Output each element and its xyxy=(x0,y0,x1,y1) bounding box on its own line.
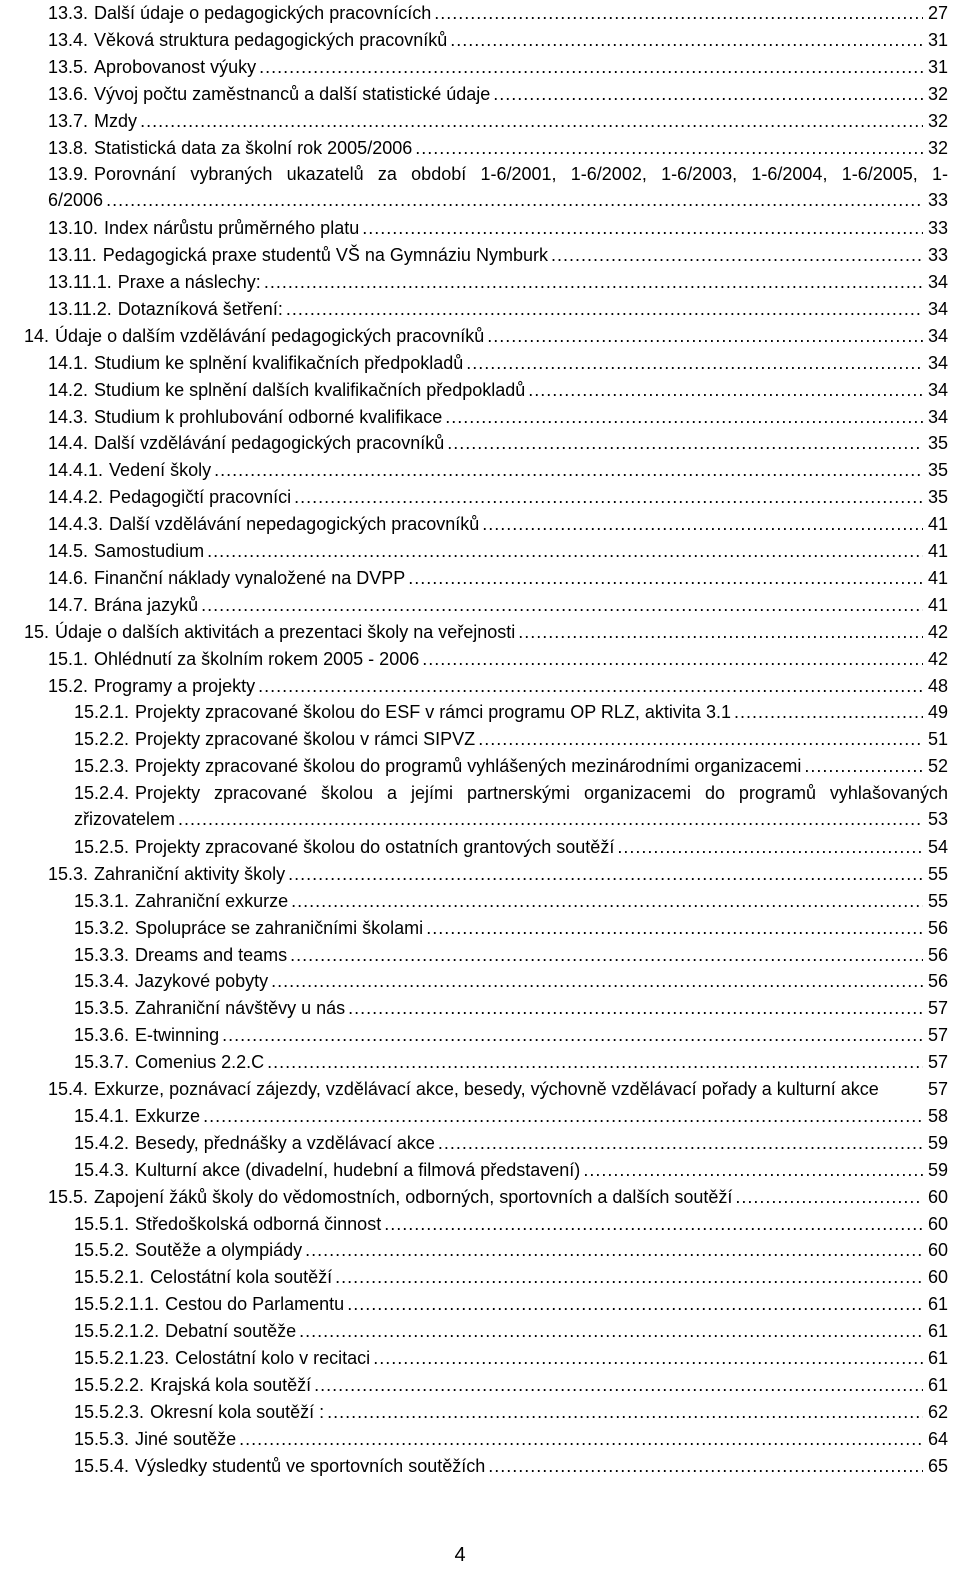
toc-entry-title: Další údaje o pedagogických pracovnících xyxy=(94,3,432,23)
toc-leader-dots xyxy=(258,673,923,699)
toc-entry-page: 65 xyxy=(927,1455,948,1476)
toc-entry-title: Cestou do Parlamentu xyxy=(165,1294,345,1315)
toc-entry-title: Finanční náklady vynaložené na DVPP xyxy=(94,567,406,588)
toc-entry-title: Index nárůstu průměrného platu xyxy=(104,218,360,239)
toc-entry-page: 31 xyxy=(927,56,948,77)
toc-leader-dots xyxy=(290,942,923,968)
toc-leader-dots xyxy=(422,646,923,672)
toc-leader-dots xyxy=(203,1103,923,1129)
toc-entry[interactable] xyxy=(74,1291,948,1317)
toc-entry-page: 60 xyxy=(927,1213,948,1234)
toc-leader-dots xyxy=(518,619,923,645)
toc-leader-dots xyxy=(222,1022,923,1048)
toc-entry-page: 61 xyxy=(927,1348,948,1368)
page-number: 4 xyxy=(454,1544,466,1566)
toc-entry-page: 60 xyxy=(927,1240,948,1261)
toc-entry-page: 41 xyxy=(927,594,948,615)
toc-entry-title: Celostátní kolo v recitaci xyxy=(175,1348,371,1368)
toc-entry-page: 35 xyxy=(927,433,948,454)
toc-entry-page: 54 xyxy=(927,836,948,857)
toc-entry[interactable] xyxy=(74,1237,948,1263)
toc-entry[interactable] xyxy=(74,699,948,725)
toc-entry[interactable] xyxy=(48,161,948,213)
toc-entry[interactable] xyxy=(48,1184,948,1210)
toc-entry-page: 57 xyxy=(927,1025,948,1046)
toc-leader-dots xyxy=(493,81,923,107)
toc-entry-page: 34 xyxy=(927,406,948,427)
toc-entry-title: Zahraniční návštěvy u nás xyxy=(135,998,346,1019)
toc-leader-dots xyxy=(478,726,923,752)
toc-entry-number: 15.5. xyxy=(48,1186,89,1207)
toc-entry[interactable] xyxy=(74,1103,948,1129)
toc-entry-number: 13.8. xyxy=(48,137,89,158)
toc-leader-dots xyxy=(528,377,923,403)
toc-entry[interactable] xyxy=(48,269,948,295)
toc-entry-page: 60 xyxy=(927,1186,948,1207)
toc-entry-number: 15.5.2.1. xyxy=(74,1267,145,1288)
toc-leader-dots xyxy=(583,1157,923,1183)
toc-entry-number: 14. xyxy=(24,325,50,346)
toc-leader-dots xyxy=(106,187,923,213)
toc-entry-page: 59 xyxy=(927,1132,948,1153)
toc-entry-title: Vývoj počtu zaměstnanců a další statistické údaje xyxy=(94,83,491,104)
toc-leader-dots xyxy=(207,538,923,564)
toc-leader-dots xyxy=(294,484,923,510)
toc-entry-page: 34 xyxy=(927,379,948,400)
toc-entry-title: Porovnání vybraných ukazatelů za období 1-6/2001, 1-6/2002, 1-6/2003, 1-6/2004, 1-6/2005, 1- xyxy=(94,164,948,185)
toc-leader-dots xyxy=(734,699,923,725)
toc-entry[interactable] xyxy=(74,1399,948,1425)
toc-entry-number: 13.4. xyxy=(48,29,89,50)
toc-entry[interactable] xyxy=(48,215,948,241)
toc-leader-dots xyxy=(466,350,923,376)
toc-entry-number: 15.5.3. xyxy=(74,1428,130,1449)
toc-entry-first-line xyxy=(48,161,948,187)
toc-entry-page: 59 xyxy=(927,1159,948,1180)
toc-entry-number: 14.4. xyxy=(48,433,89,454)
toc-entry-number: 15.3.5. xyxy=(74,998,130,1019)
toc-entry[interactable] xyxy=(48,377,948,403)
toc-leader-dots xyxy=(288,861,923,887)
toc-leader-dots xyxy=(445,404,923,430)
toc-leader-dots xyxy=(482,511,923,537)
toc-entry[interactable] xyxy=(74,780,948,832)
toc-entry-number: 15.2. xyxy=(48,675,89,696)
toc-entry[interactable] xyxy=(74,1453,948,1479)
toc-leader-dots xyxy=(291,888,923,914)
toc-entry[interactable] xyxy=(48,457,948,483)
toc-leader-dots xyxy=(488,1453,923,1479)
toc-leader-dots xyxy=(438,1130,923,1156)
toc-entry-number: 14.6. xyxy=(48,567,89,588)
toc-leader-dots xyxy=(335,1264,923,1290)
toc-entry-page: 51 xyxy=(927,729,948,750)
toc-entry-title: Výsledky studentů ve sportovních soutěžích xyxy=(135,1455,486,1476)
toc-entry-page: 32 xyxy=(927,110,948,131)
toc-entry-number: 15.2.5. xyxy=(74,836,130,857)
toc-entry-number: 15.3.2. xyxy=(74,917,130,938)
toc-entry-title: Projekty zpracované školou v rámci SIPVZ xyxy=(135,729,476,750)
toc-entry[interactable] xyxy=(74,1211,948,1237)
toc-leader-dots xyxy=(271,968,923,994)
toc-entry-title: Kulturní akce (divadelní, hudební a filmová představení) xyxy=(135,1159,581,1180)
toc-entry-number: 15.3.3. xyxy=(74,944,130,965)
toc-entry-title: Další vzdělávání nepedagogických pracovníků xyxy=(109,514,480,535)
toc-entry[interactable] xyxy=(74,1157,948,1183)
toc-entry[interactable] xyxy=(48,565,948,591)
toc-entry-title: Exkurze xyxy=(135,1105,201,1126)
toc-entry-page: 61 xyxy=(927,1294,948,1315)
toc-entry-title: Věková struktura pedagogických pracovníků xyxy=(94,29,448,50)
toc-entry[interactable] xyxy=(74,1318,948,1344)
toc-entry-page: 55 xyxy=(927,890,948,911)
toc-leader-dots xyxy=(264,269,923,295)
toc-entry[interactable] xyxy=(48,135,948,161)
toc-entry-number: 15.4. xyxy=(48,1079,89,1099)
toc-leader-dots xyxy=(415,135,923,161)
toc-entry-number: 14.4.2. xyxy=(48,487,104,508)
toc-entry-page: 35 xyxy=(927,487,948,508)
toc-entry-title: Dotazníková šetření: xyxy=(117,298,283,319)
toc-leader-dots xyxy=(373,1345,923,1371)
toc-entry[interactable] xyxy=(48,108,948,134)
toc-leader-dots xyxy=(214,457,923,483)
toc-entry-page: 34 xyxy=(927,272,948,292)
toc-leader-dots xyxy=(426,915,923,941)
toc-entry-title: Údaje o dalších aktivitách a prezentaci školy na veřejnosti xyxy=(55,621,516,642)
toc-entry-title: Zahraniční aktivity školy xyxy=(94,863,286,884)
toc-entry-title: Programy a projekty xyxy=(94,675,256,696)
toc-entry[interactable] xyxy=(74,726,948,752)
toc-entry[interactable] xyxy=(48,54,948,80)
toc-entry-number: 15.1. xyxy=(48,648,89,669)
toc-leader-dots xyxy=(347,1291,923,1317)
toc-entry-title: Ohlédnutí za školním rokem 2005 - 2006 xyxy=(94,648,420,669)
toc-entry-title: Další vzdělávání pedagogických pracovníků xyxy=(94,433,445,454)
toc-entry-number: 15.3.1. xyxy=(74,890,130,911)
toc-entry-number: 15.3.4. xyxy=(74,971,130,992)
toc-entry-page: 62 xyxy=(927,1401,948,1422)
toc-entry-title: Okresní kola soutěží : xyxy=(150,1401,325,1422)
toc-entry-number: 15.2.2. xyxy=(74,729,130,750)
toc-entry-number: 15.5.2.3. xyxy=(74,1401,145,1422)
toc-entry-title: Aprobovanost výuky xyxy=(94,56,257,77)
toc-entry-title: Projekty zpracované školou a jejími partnerskými organizacemi do programů vyhlašovaných xyxy=(135,783,948,804)
toc-entry-page: 64 xyxy=(927,1428,948,1449)
toc-entry[interactable] xyxy=(74,942,948,968)
toc-entry-page: 34 xyxy=(927,325,948,346)
toc-entry[interactable] xyxy=(74,1426,948,1452)
toc-entry-page: 57 xyxy=(927,1079,948,1099)
toc-entry-first-line xyxy=(74,780,948,806)
toc-entry-number: 15. xyxy=(24,621,50,642)
toc-entry-number: 15.2.3. xyxy=(74,756,130,777)
toc-entry-title: Studium ke splnění kvalifikačních předpokladů xyxy=(94,352,464,373)
toc-entry-number: 14.4.1. xyxy=(48,460,104,481)
toc-entry[interactable] xyxy=(48,242,948,268)
toc-entry-title: Středoškolská odborná činnost xyxy=(135,1213,382,1234)
toc-entry[interactable] xyxy=(74,753,948,779)
toc-entry-number: 15.5.1. xyxy=(74,1213,130,1234)
toc-entry-page: 33 xyxy=(927,245,948,266)
toc-entry-title: Jiné soutěže xyxy=(135,1428,237,1449)
toc-leader-dots xyxy=(384,1211,923,1237)
toc-entry-page: 60 xyxy=(927,1267,948,1288)
toc-entry-page: 58 xyxy=(927,1105,948,1126)
toc-entry[interactable] xyxy=(48,430,948,456)
toc-entry-title: Projekty zpracované školou do ostatních grantových soutěží xyxy=(135,836,615,857)
toc-leader-dots xyxy=(551,242,923,268)
toc-entry-title: Comenius 2.2.C xyxy=(135,1052,265,1073)
toc-entry-title: Dreams and teams xyxy=(135,944,288,965)
toc-entry-page: 41 xyxy=(927,514,948,535)
toc-entry-number: 15.5.2.1.2. xyxy=(74,1321,160,1342)
toc-entry-title: Samostudium xyxy=(94,541,205,561)
toc-entry[interactable] xyxy=(74,834,948,860)
toc-entry[interactable] xyxy=(74,995,948,1021)
toc-leader-dots xyxy=(447,430,923,456)
toc-entry[interactable] xyxy=(48,646,948,672)
toc-leader-dots xyxy=(408,565,923,591)
toc-entry-page: 56 xyxy=(927,944,948,965)
toc-entry-number: 13.11. xyxy=(48,245,97,266)
toc-entry-title-continued: zřizovatelem xyxy=(74,809,176,830)
toc-entry[interactable] xyxy=(48,81,948,107)
toc-leader-dots xyxy=(450,27,923,53)
toc-entry-page: 31 xyxy=(927,29,948,50)
toc-entry-number: 15.3.6. xyxy=(74,1025,130,1046)
toc-entry-page: 42 xyxy=(927,648,948,669)
toc-entry-title: E-twinning xyxy=(135,1025,220,1046)
toc-entry[interactable] xyxy=(48,538,948,564)
toc-entry-number: 13.7. xyxy=(48,110,89,131)
toc-entry-title: Exkurze, poznávací zájezdy, vzdělávací akce, besedy, výchovně vzdělávací pořady a kulturní akce xyxy=(94,1079,879,1099)
toc-leader-dots xyxy=(299,1318,923,1344)
toc-entry-title: Mzdy xyxy=(94,110,138,131)
toc-entry[interactable] xyxy=(48,404,948,430)
toc-leader-dots xyxy=(617,834,923,860)
toc-entry-title-continued: 6/2006 xyxy=(48,190,104,211)
toc-entry-number: 15.2.1. xyxy=(74,702,130,723)
toc-entry-number: 15.3. xyxy=(48,863,89,884)
toc-entry-title: Jazykové pobyty xyxy=(135,971,269,992)
toc-entry-page: 34 xyxy=(927,352,948,373)
toc-entry-number: 13.6. xyxy=(48,83,89,104)
toc-entry-title: Spolupráce se zahraničními školami xyxy=(135,917,424,938)
toc-leader-dots xyxy=(348,995,923,1021)
toc-entry[interactable] xyxy=(48,592,948,618)
toc-leader-dots xyxy=(178,806,923,832)
toc-leader-dots xyxy=(487,323,923,349)
toc-entry[interactable] xyxy=(48,1076,948,1102)
toc-entry-number: 14.7. xyxy=(48,594,89,615)
toc-leader-dots xyxy=(434,0,923,26)
toc-entry-number: 13.11.2. xyxy=(48,298,112,319)
toc-entry-number: 14.4.3. xyxy=(48,514,104,535)
toc-leader-dots xyxy=(259,54,923,80)
toc-entry-title: Projekty zpracované školou do programů vyhlášených mezinárodními organizacemi xyxy=(135,756,802,777)
toc-entry-page: 61 xyxy=(927,1374,948,1395)
toc-leader-dots xyxy=(286,296,923,322)
toc-leader-dots xyxy=(305,1237,923,1263)
toc-entry-page: 52 xyxy=(927,756,948,777)
toc-entry-number: 14.1. xyxy=(48,352,89,373)
toc-leader-dots xyxy=(735,1184,923,1210)
toc-leader-dots xyxy=(327,1399,923,1425)
toc-entry-page: 32 xyxy=(927,83,948,104)
toc-entry[interactable] xyxy=(74,888,948,914)
toc-entry[interactable] xyxy=(74,1049,948,1075)
toc-entry-page: 41 xyxy=(927,567,948,588)
toc-entry-number: 15.3.7. xyxy=(74,1052,130,1073)
toc-entry-title: Krajská kola soutěží xyxy=(150,1374,312,1395)
toc-entry-second-line xyxy=(74,806,948,832)
toc-entry-page: 56 xyxy=(927,971,948,992)
toc-entry-number: 14.2. xyxy=(48,379,89,400)
toc-entry-second-line xyxy=(48,187,948,213)
toc-entry-page: 49 xyxy=(927,702,948,723)
toc-entry-number: 14.3. xyxy=(48,406,89,427)
toc-entry-page: 35 xyxy=(927,460,948,481)
toc-entry[interactable] xyxy=(74,1022,948,1048)
toc-entry-number: 15.5.2. xyxy=(74,1240,130,1261)
toc-entry[interactable] xyxy=(74,1264,948,1290)
toc-entry-title: Studium k prohlubování odborné kvalifikace xyxy=(94,406,443,427)
toc-entry[interactable] xyxy=(48,861,948,887)
toc-entry-title: Celostátní kola soutěží xyxy=(150,1267,333,1288)
toc-leader-dots xyxy=(314,1372,923,1398)
toc-entry-page: 56 xyxy=(927,917,948,938)
toc-leader-dots xyxy=(804,753,923,779)
toc-entry[interactable] xyxy=(48,27,948,53)
toc-entry-page: 34 xyxy=(927,298,948,319)
toc-entry-page: 33 xyxy=(927,218,948,239)
toc-entry-number: 15.5.2.2. xyxy=(74,1374,145,1395)
toc-entry-number: 15.4.2. xyxy=(74,1132,130,1153)
toc-entry[interactable] xyxy=(24,323,948,349)
toc-entry-page: 55 xyxy=(927,863,948,884)
toc-entry-number: 15.5.4. xyxy=(74,1455,130,1476)
toc-entry-title: Besedy, přednášky a vzdělávací akce xyxy=(135,1132,435,1153)
toc-entry[interactable] xyxy=(48,296,948,322)
toc-entry-page: 53 xyxy=(927,809,948,830)
toc-entry-title: Pedagogická praxe studentů VŠ na Gymnáziu Nymburk xyxy=(102,245,548,266)
toc-entry-title: Statistická data za školní rok 2005/2006 xyxy=(94,137,413,158)
toc-entry-page: 42 xyxy=(927,621,948,642)
toc-entry[interactable] xyxy=(48,673,948,699)
toc-entry-page: 57 xyxy=(927,998,948,1019)
toc-entry-number: 13.5. xyxy=(48,56,89,77)
toc-entry-page: 27 xyxy=(927,3,948,23)
toc-entry[interactable] xyxy=(24,619,948,645)
toc-entry[interactable] xyxy=(74,1130,948,1156)
toc-entry-title: Pedagogičtí pracovníci xyxy=(109,487,292,508)
toc-entry-page: 57 xyxy=(927,1052,948,1073)
toc-leader-dots xyxy=(239,1426,923,1452)
toc-leader-dots xyxy=(362,215,923,241)
toc-entry-number: 15.5.2.1.1. xyxy=(74,1294,160,1315)
toc-leader-dots xyxy=(201,592,923,618)
toc-entry-page: 32 xyxy=(927,137,948,158)
toc-entry-title: Vedení školy xyxy=(109,460,212,481)
toc-entry-number: 15.5.2.1.23. xyxy=(74,1348,170,1368)
toc-entry-title: Zahraniční exkurze xyxy=(135,890,289,911)
toc-entry[interactable] xyxy=(48,350,948,376)
toc-entry-number: 14.5. xyxy=(48,541,89,561)
toc-entry[interactable] xyxy=(48,484,948,510)
toc-entry[interactable] xyxy=(74,1345,948,1371)
toc-entry-title: Studium ke splnění dalších kvalifikačních předpokladů xyxy=(94,379,526,400)
toc-entry-page: 61 xyxy=(927,1321,948,1342)
toc-entry-page: 48 xyxy=(927,675,948,696)
toc-entry[interactable] xyxy=(74,968,948,994)
toc-entry-number: 15.2.4. xyxy=(74,783,130,804)
toc-entry-title: Praxe a náslechy: xyxy=(117,272,261,292)
toc-entry[interactable] xyxy=(74,915,948,941)
toc-entry-number: 13.10. xyxy=(48,218,99,239)
toc-entry[interactable] xyxy=(48,511,948,537)
toc-entry-number: 13.9. xyxy=(48,164,89,185)
toc-entry-number: 15.4.3. xyxy=(74,1159,130,1180)
toc-entry-title: Soutěže a olympiády xyxy=(135,1240,303,1261)
toc-entry-title: Zapojení žáků školy do vědomostních, odborných, sportovních a dalších soutěží xyxy=(94,1186,733,1207)
toc-leader-dots xyxy=(140,108,923,134)
toc-entry-title: Projekty zpracované školou do ESF v rámci programu OP RLZ, aktivita 3.1 xyxy=(135,702,731,723)
toc-entry[interactable] xyxy=(48,0,948,26)
toc-entry-title: Debatní soutěže xyxy=(165,1321,297,1342)
toc-entry-page: 41 xyxy=(927,541,948,561)
toc-entry-title: Údaje o dalším vzdělávání pedagogických pracovníků xyxy=(55,325,485,346)
toc-leader-dots xyxy=(267,1049,923,1075)
toc-entry-page: 33 xyxy=(927,190,948,211)
toc-entry-number: 13.11.1. xyxy=(48,272,112,292)
toc-entry[interactable] xyxy=(74,1372,948,1398)
toc-entry-number: 13.3. xyxy=(48,3,89,23)
toc-entry-title: Brána jazyků xyxy=(94,594,199,615)
toc-entry-number: 15.4.1. xyxy=(74,1105,130,1126)
